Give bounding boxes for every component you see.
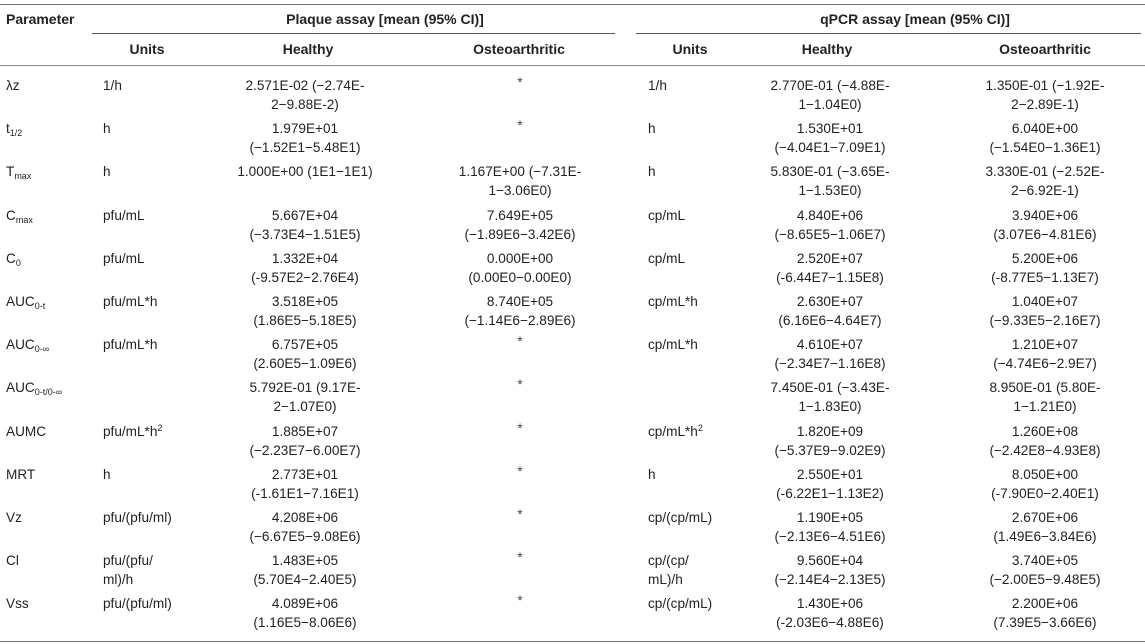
cell-line: pfu/mL*h: [103, 294, 158, 309]
plaque-osteoarthritic-cell: [420, 249, 620, 287]
cell-line: 3.518E+05: [271, 294, 339, 309]
parameter-cell: [6, 206, 90, 225]
plaque-healthy-cell: [210, 335, 400, 373]
parameter-subscript: 0-t: [34, 301, 46, 311]
cell-line: cp/mL*h: [648, 294, 698, 309]
cell-line: 1.167E+00 (−7.31E-: [458, 164, 582, 180]
cell-line: (-6.44E7−1.15E8): [776, 269, 884, 285]
cell-line: (−3.73E4−1.51E5): [249, 226, 361, 242]
qpcr-healthy-cell: [735, 335, 925, 373]
cell-line: 4.840E+06: [796, 207, 864, 223]
cell-line: (5.70E4−2.40E5): [253, 572, 357, 588]
parameter-subscript: 0: [15, 257, 21, 268]
parameter-cell: [6, 465, 90, 484]
cell-line: 7.649E+05: [486, 207, 554, 223]
cell-line: 1.530E+01: [796, 121, 864, 137]
plaque-units-cell: [103, 292, 213, 311]
cell-line: 0.000E+00: [486, 250, 554, 266]
table-bottom-rule: [0, 641, 1145, 642]
qpcr-osteoarthritic-cell: [945, 119, 1145, 157]
plaque-osteoarthritic-cell: [420, 378, 620, 394]
cell-line: (3.07E6−4.81E6): [993, 226, 1097, 242]
parameter-cell: [6, 335, 90, 354]
cell-line: (−9.33E5−2.16E7): [989, 313, 1101, 328]
cell-line: (−1.54E0−1.36E1): [989, 140, 1101, 156]
cell-line: (−8.65E5−1.06E7): [774, 226, 886, 242]
qpcr-osteoarthritic-cell: [945, 249, 1145, 287]
cell-line: 1.483E+05: [271, 553, 339, 569]
parameter-symbol: C: [6, 207, 16, 223]
cell-line: 1/h: [103, 78, 122, 93]
parameter-cell: [6, 422, 90, 441]
cell-line: *: [517, 507, 523, 522]
cell-line: (−2.42E8−4.93E8): [989, 442, 1101, 458]
cell-line: h: [103, 164, 111, 180]
parameter-cell: [6, 594, 90, 613]
cell-line: 1−1.04E0): [798, 97, 862, 112]
cell-line: 4.610E+07: [796, 337, 864, 353]
plaque-healthy-cell: [210, 249, 400, 287]
plaque-healthy-cell: [210, 422, 400, 460]
qpcr-healthy-cell: [735, 119, 925, 157]
parameter-cell: [6, 119, 90, 138]
qpcr-osteoarthritic-cell: [945, 465, 1145, 503]
qpcr-osteoarthritic-cell: [945, 335, 1145, 373]
parameter-subscript: 0-∞: [34, 344, 50, 355]
cell-line: 3.740E+05: [1011, 553, 1079, 569]
parameter-symbol: t: [6, 121, 10, 137]
qpcr-osteoarthritic-cell: [945, 594, 1145, 632]
parameter-symbol: T: [6, 164, 15, 180]
cell-line: 3.330E-01 (−2.52E-: [985, 164, 1105, 180]
cell-line: *: [517, 118, 523, 134]
cell-line: (1.86E5−5.18E5): [253, 313, 357, 328]
cell-line: 2.773E+01: [271, 466, 339, 482]
cell-line: pfu/(pfu/ml): [103, 596, 172, 612]
cell-line: $cp/mL*h^2$: [648, 422, 703, 439]
cell-line: 1.040E+07: [1011, 294, 1079, 309]
cell-line: 2.670E+06: [1011, 510, 1079, 525]
cell-line: h: [648, 121, 656, 137]
plaque-units-cell: [103, 335, 213, 354]
cell-line: cp/mL*h: [648, 337, 698, 353]
plaque-units-cell: [103, 76, 213, 95]
cell-line: 2.770E-01 (−4.88E-: [770, 78, 890, 93]
plaque-units-cell: [103, 162, 213, 181]
cell-line: (−2.14E4−2.13E5): [774, 572, 886, 588]
parameter-cell: [6, 508, 90, 527]
cell-line: (1.16E5−8.06E6): [253, 615, 357, 631]
cell-line: 5.792E-01 (9.17E-: [249, 380, 361, 396]
plaque-group-rule: [92, 33, 615, 34]
plaque-osteoarthritic-cell: [420, 162, 620, 200]
plaque-osteoarthritic-cell: [420, 76, 620, 92]
qpcr-osteoarthritic-cell: [945, 76, 1145, 114]
qpcr-osteoarthritic-cell: [945, 162, 1145, 200]
cell-line: 6.757E+05: [271, 337, 339, 353]
plaque-healthy-cell: [210, 162, 400, 181]
header-qpcr-assay: qPCR assay [mean (95% CI)]: [820, 11, 1010, 27]
cell-line: (−1.52E1−5.48E1): [249, 140, 361, 156]
cell-line: 1.260E+08: [1011, 423, 1079, 439]
plaque-osteoarthritic-cell: [420, 551, 620, 567]
cell-line: 1−3.06E0): [488, 183, 552, 199]
cell-line: 1.190E+05: [796, 510, 864, 525]
cell-line: 1.979E+01: [271, 121, 339, 137]
cell-line: 1.210E+07: [1011, 337, 1079, 353]
parameter-symbol: λz: [6, 78, 20, 93]
qpcr-healthy-cell: [735, 465, 925, 503]
plaque-healthy-cell: [210, 508, 400, 546]
qpcr-healthy-cell: [735, 594, 925, 632]
cell-line: mL)/h: [648, 572, 683, 588]
plaque-healthy-cell: [210, 206, 400, 244]
plaque-healthy-cell: [210, 119, 400, 157]
cell-line: (−1.89E6−3.42E6): [464, 226, 576, 242]
plaque-units-cell: [103, 119, 213, 138]
qpcr-healthy-cell: [735, 292, 925, 330]
cell-line: pfu/$mL*h^2$: [103, 422, 163, 439]
cell-line: (1.49E6−3.84E6): [993, 529, 1097, 544]
cell-line: *: [517, 593, 523, 609]
header-plaque-assay: Plaque assay [mean (95% CI)]: [286, 11, 484, 27]
cell-line: 2.550E+01: [796, 466, 864, 482]
cell-line: 1.350E-01 (−1.92E-: [985, 78, 1105, 93]
cell-line: h: [103, 466, 111, 482]
cell-line: 1.820E+09: [796, 423, 864, 439]
plaque-units-cell: [103, 594, 213, 613]
cell-line: pfu/mL: [103, 207, 145, 223]
cell-line: 5.200E+06: [1011, 250, 1079, 266]
plaque-healthy-cell: [210, 551, 400, 589]
cell-line: 1−1.21E0): [1013, 399, 1077, 415]
header-plaque-units: Units: [129, 41, 165, 57]
cell-line: (−2.23E7−6.00E7): [249, 442, 361, 458]
cell-line: (7.39E5−3.66E6): [993, 615, 1097, 631]
parameter-cell: [6, 551, 90, 570]
plaque-healthy-cell: [210, 76, 400, 114]
plaque-healthy-cell: [210, 378, 400, 416]
header-parameter: Parameter: [6, 11, 75, 27]
parameter-symbol: C: [6, 250, 16, 266]
parameter-symbol: AUMC: [6, 423, 47, 439]
cell-line: cp/(cp/mL): [648, 596, 713, 612]
cell-line: (0.00E0−0.00E0): [468, 269, 572, 285]
cell-line: h: [648, 466, 656, 482]
plaque-osteoarthritic-cell: [420, 206, 620, 244]
qpcr-healthy-cell: [735, 378, 925, 416]
parameter-cell: [6, 162, 90, 181]
parameter-subscript: max: [14, 171, 32, 182]
qpcr-group-rule: [636, 33, 1141, 34]
cell-line: 8.950E-01 (5.80E-: [989, 380, 1101, 396]
qpcr-healthy-cell: [735, 206, 925, 244]
cell-line: *: [517, 334, 523, 350]
cell-line: pfu/mL: [103, 250, 145, 266]
cell-line: pfu/mL*h: [103, 337, 158, 353]
cell-line: 2−2.89E-1): [1011, 97, 1079, 112]
plaque-osteoarthritic-cell: [420, 422, 620, 438]
cell-line: 5.830E-01 (−3.65E-: [770, 164, 890, 180]
parameter-cell: [6, 76, 90, 95]
cell-line: 9.560E+04: [796, 553, 864, 569]
cell-line: 4.208E+06: [271, 510, 339, 525]
parameter-symbol: Vss: [6, 596, 29, 612]
header-qpcr-units: Units: [672, 41, 708, 57]
qpcr-osteoarthritic-cell: [945, 378, 1145, 416]
cell-line: (-9.57E2−2.76E4): [251, 269, 359, 285]
cell-line: 1.332E+04: [271, 250, 339, 266]
cell-line: (−5.37E9−9.02E9): [774, 442, 886, 458]
cell-line: 3.940E+06: [1011, 207, 1079, 223]
plaque-osteoarthritic-cell: [420, 292, 620, 330]
plaque-healthy-cell: [210, 465, 400, 503]
cell-line: (-2.03E6−4.88E6): [776, 615, 884, 631]
cell-line: ml)/h: [103, 572, 134, 588]
qpcr-healthy-cell: [735, 76, 925, 114]
qpcr-healthy-cell: [735, 249, 925, 287]
parameter-subscript: max: [15, 214, 33, 225]
parameter-cell: [6, 249, 90, 268]
qpcr-osteoarthritic-cell: [945, 508, 1145, 546]
cell-line: *: [517, 377, 523, 393]
cell-line: 8.740E+05: [486, 294, 554, 309]
cell-line: 2−1.07E0): [273, 399, 337, 415]
cell-line: cp/mL: [648, 207, 686, 223]
qpcr-osteoarthritic-cell: [945, 206, 1145, 244]
cell-line: (−1.14E6−2.89E6): [464, 313, 576, 328]
header-qpcr-osteoarthritic: Osteoarthritic: [999, 41, 1091, 57]
cell-line: h: [103, 121, 111, 137]
cell-line: 1/h: [648, 78, 667, 93]
plaque-osteoarthritic-cell: [420, 119, 620, 135]
table-top-rule: [0, 4, 1145, 5]
qpcr-healthy-cell: [735, 162, 925, 200]
cell-line: 1.885E+07: [271, 423, 339, 439]
cell-line: *: [517, 420, 523, 436]
cell-line: (-8.77E5−1.13E7): [991, 269, 1099, 285]
cell-line: 1−1.83E0): [798, 399, 862, 415]
cell-line: 2.571E-02 (−2.74E-: [245, 78, 365, 93]
qpcr-healthy-cell: [735, 551, 925, 589]
cell-line: 2.520E+07: [796, 250, 864, 266]
plaque-osteoarthritic-cell: [420, 594, 620, 610]
qpcr-osteoarthritic-cell: [945, 422, 1145, 460]
cell-line: 5.667E+04: [271, 207, 339, 223]
plaque-units-cell: [103, 422, 213, 441]
plaque-healthy-cell: [210, 292, 400, 330]
parameter-symbol: Vz: [6, 510, 22, 525]
cell-line: 8.050E+00: [1011, 466, 1079, 482]
plaque-units-cell: [103, 206, 213, 225]
header-qpcr-healthy: Healthy: [801, 41, 853, 57]
header-plaque-osteoarthritic: Osteoarthritic: [473, 41, 565, 57]
plaque-units-cell: [103, 551, 213, 589]
plaque-units-cell: [103, 508, 213, 527]
cell-line: 2−6.92E-1): [1011, 183, 1079, 199]
cell-line: pfu/(pfu/ml): [103, 510, 172, 525]
cell-line: 7.450E-01 (−3.43E-: [770, 380, 890, 396]
plaque-units-cell: [103, 465, 213, 484]
parameter-cell: [6, 378, 90, 397]
cell-line: (−6.67E5−9.08E6): [249, 529, 361, 544]
cell-line: 1.000E+00 (1E1−1E1): [237, 164, 373, 180]
cell-line: *: [517, 550, 523, 566]
cell-line: (−2.13E6−4.51E6): [774, 529, 886, 544]
qpcr-osteoarthritic-cell: [945, 551, 1145, 589]
parameter-symbol: AUC: [6, 380, 35, 396]
header-plaque-healthy: Healthy: [282, 41, 334, 57]
plaque-osteoarthritic-cell: [420, 465, 620, 481]
parameter-symbol: MRT: [6, 466, 36, 482]
qpcr-healthy-cell: [735, 508, 925, 546]
cell-line: 2.630E+07: [796, 294, 864, 309]
cell-line: 2−9.88E-2): [271, 97, 339, 112]
cell-line: (−2.34E7−1.16E8): [774, 356, 886, 372]
cell-line: h: [648, 164, 656, 180]
cell-line: 4.089E+06: [271, 596, 339, 612]
plaque-units-cell: [103, 249, 213, 268]
cell-line: (−2.00E5−9.48E5): [989, 572, 1101, 588]
cell-line: *: [517, 463, 523, 479]
cell-line: cp/(cp/mL): [648, 510, 713, 525]
cell-line: (−4.74E6−2.9E7): [993, 356, 1097, 372]
parameter-subscript: 1/2: [9, 128, 23, 139]
cell-line: (−4.04E1−7.09E1): [774, 140, 886, 156]
parameter-symbol: Cl: [6, 553, 19, 569]
cell-line: (-6.22E1−1.13E2): [776, 485, 884, 501]
plaque-osteoarthritic-cell: [420, 335, 620, 351]
cell-line: pfu/(pfu/: [103, 553, 153, 569]
parameter-cell: [6, 292, 90, 311]
parameter-symbol: AUC: [6, 337, 35, 353]
header-bottom-rule: [0, 65, 1145, 66]
cell-line: 2.200E+06: [1011, 596, 1079, 612]
plaque-osteoarthritic-cell: [420, 508, 620, 524]
cell-line: (-7.90E0−2.40E1): [991, 485, 1099, 501]
qpcr-osteoarthritic-cell: [945, 292, 1145, 330]
cell-line: cp/(cp/: [648, 553, 689, 569]
cell-line: (2.60E5−1.09E6): [253, 356, 357, 372]
cell-line: *: [517, 75, 523, 90]
cell-line: 6.040E+00: [1011, 121, 1079, 137]
cell-line: (-1.61E1−7.16E1): [251, 485, 359, 501]
cell-line: cp/mL: [648, 250, 686, 266]
cell-line: 1.430E+06: [796, 596, 864, 612]
plaque-healthy-cell: [210, 594, 400, 632]
cell-line: 1−1.53E0): [798, 183, 862, 199]
qpcr-healthy-cell: [735, 422, 925, 460]
parameter-symbol: AUC: [6, 294, 35, 309]
cell-line: (6.16E6−4.64E7): [778, 313, 882, 328]
parameter-subscript: 0-t/0-∞: [34, 387, 63, 398]
